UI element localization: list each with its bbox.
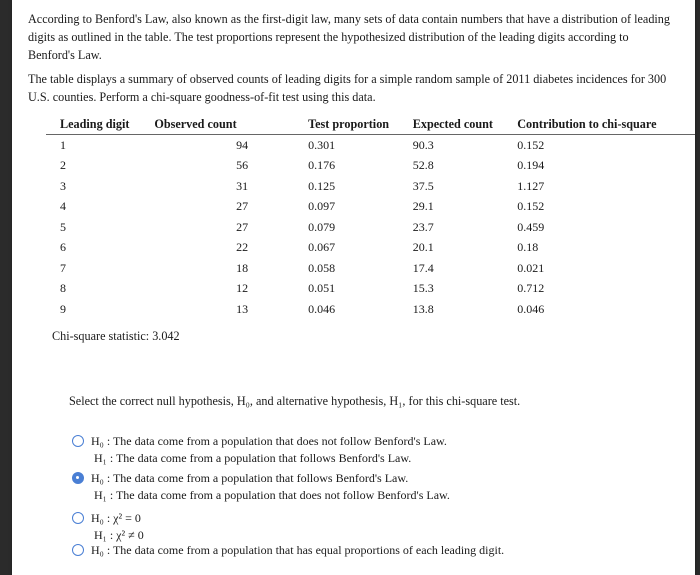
option-1-h1: H₁ : The data come from a population that follows Benford's Law. [94,451,412,465]
table-row [46,299,695,320]
table-cell: 23.7 [412,219,434,234]
option-3-h0: H₀ : χ² = 0 [91,511,141,525]
table-cell: 90.3 [412,137,434,152]
table-cell: 5 [60,219,66,234]
table-cell: 7 [60,260,66,275]
answer-option-3[interactable] [72,510,144,544]
answer-option-1[interactable] [72,433,447,467]
col-leading-digit: Leading digit [46,114,154,135]
table-cell: 52.8 [412,158,434,173]
table-cell: 20.1 [412,240,434,255]
col-contribution: Contribution to chi-square [517,114,695,135]
table-cell: 13 [236,301,249,316]
table-cell: 0.079 [308,219,336,234]
table-row [46,197,695,218]
table-cell: 37.5 [412,178,434,193]
option-4-h0: H₀ : The data come from a population that has equal proportions of each leading digit. [91,543,505,557]
table-cell: 27 [236,199,249,214]
benford-table [46,114,695,320]
option-2-h0: H₀ : The data come from a population that follows Benford's Law. [91,471,409,485]
table-cell: 31 [236,178,249,193]
table-row [46,156,695,177]
table-cell: 0.046 [517,301,545,316]
table-cell: 1.127 [517,178,545,193]
table-cell: 0.046 [308,301,336,316]
answer-option-4[interactable] [72,542,504,559]
table-cell: 0.176 [308,158,336,173]
table-cell: 0.021 [517,260,545,275]
option-1-h0: H₀ : The data come from a population that does not follow Benford's Law. [91,434,447,448]
table-cell: 15.3 [412,281,434,296]
table-cell: 3 [60,178,66,193]
table-cell: 0.097 [308,199,336,214]
radio-option-2[interactable] [72,472,84,484]
table-cell: 0.194 [517,158,545,173]
question-page [12,0,695,575]
table-cell: 29.1 [412,199,434,214]
table-cell: 2 [60,158,66,173]
table-cell: 0.712 [517,281,545,296]
table-cell: 8 [60,281,66,296]
table-row [46,217,695,238]
option-2-h1: H₁ : The data come from a population that does not follow Benford's Law. [94,488,450,502]
table-cell: 0.067 [308,240,336,255]
table-cell: 0.152 [517,137,545,152]
option-3-h1: H₁ : χ² ≠ 0 [94,528,144,542]
radio-option-4[interactable] [72,544,84,556]
table-row [46,279,695,300]
table-cell: 0.459 [517,219,545,234]
table-cell: 17.4 [412,260,434,275]
table-cell: 1 [60,137,66,152]
table-cell: 18 [236,260,249,275]
radio-option-3[interactable] [72,512,84,524]
table-row [46,258,695,279]
table-cell: 0.18 [517,240,539,255]
table-row [46,135,695,156]
table-cell: 13.8 [412,301,434,316]
chi-square-statistic: Chi-square statistic: 3.042 [52,329,180,343]
col-observed-count: Observed count [154,114,304,135]
answer-option-2[interactable] [72,470,450,504]
table-cell: 6 [60,240,66,255]
table-cell: 27 [236,219,249,234]
table-cell: 4 [60,199,66,214]
radio-option-1[interactable] [72,435,84,447]
table-cell: 12 [236,281,249,296]
table-cell: 0.058 [308,260,336,275]
table-cell: 9 [60,301,66,316]
table-cell: 0.152 [517,199,545,214]
table-row [46,176,695,197]
col-expected-count: Expected count [413,114,517,135]
intro-paragraph-1: According to Benford's Law, also known as the first-digit law, many sets of data contain numbers that have a distribution of leading digits as outlined in the table. The test proportions represent the hypothesized distribution of the leading digits according to Benford's Law. [28,12,670,62]
table-cell: 0.125 [308,178,336,193]
table-cell: 0.051 [308,281,336,296]
table-cell: 56 [236,158,249,173]
table-cell: 0.301 [308,137,336,152]
table-row [46,238,695,259]
intro-paragraph-2: The table displays a summary of observed counts of leading digits for a simple random sample of 2011 diabetes incidences for 300 U.S. counties. Perform a chi-square goodness-of-fit test using this data. [28,72,667,104]
table-cell: 22 [236,240,249,255]
table-cell: 94 [236,137,249,152]
table-header-row [46,114,695,135]
col-test-proportion: Test proportion [304,114,413,135]
question-text: Select the correct null hypothesis, H₀, and alternative hypothesis, H₁, for this chi-square test. [69,394,521,408]
